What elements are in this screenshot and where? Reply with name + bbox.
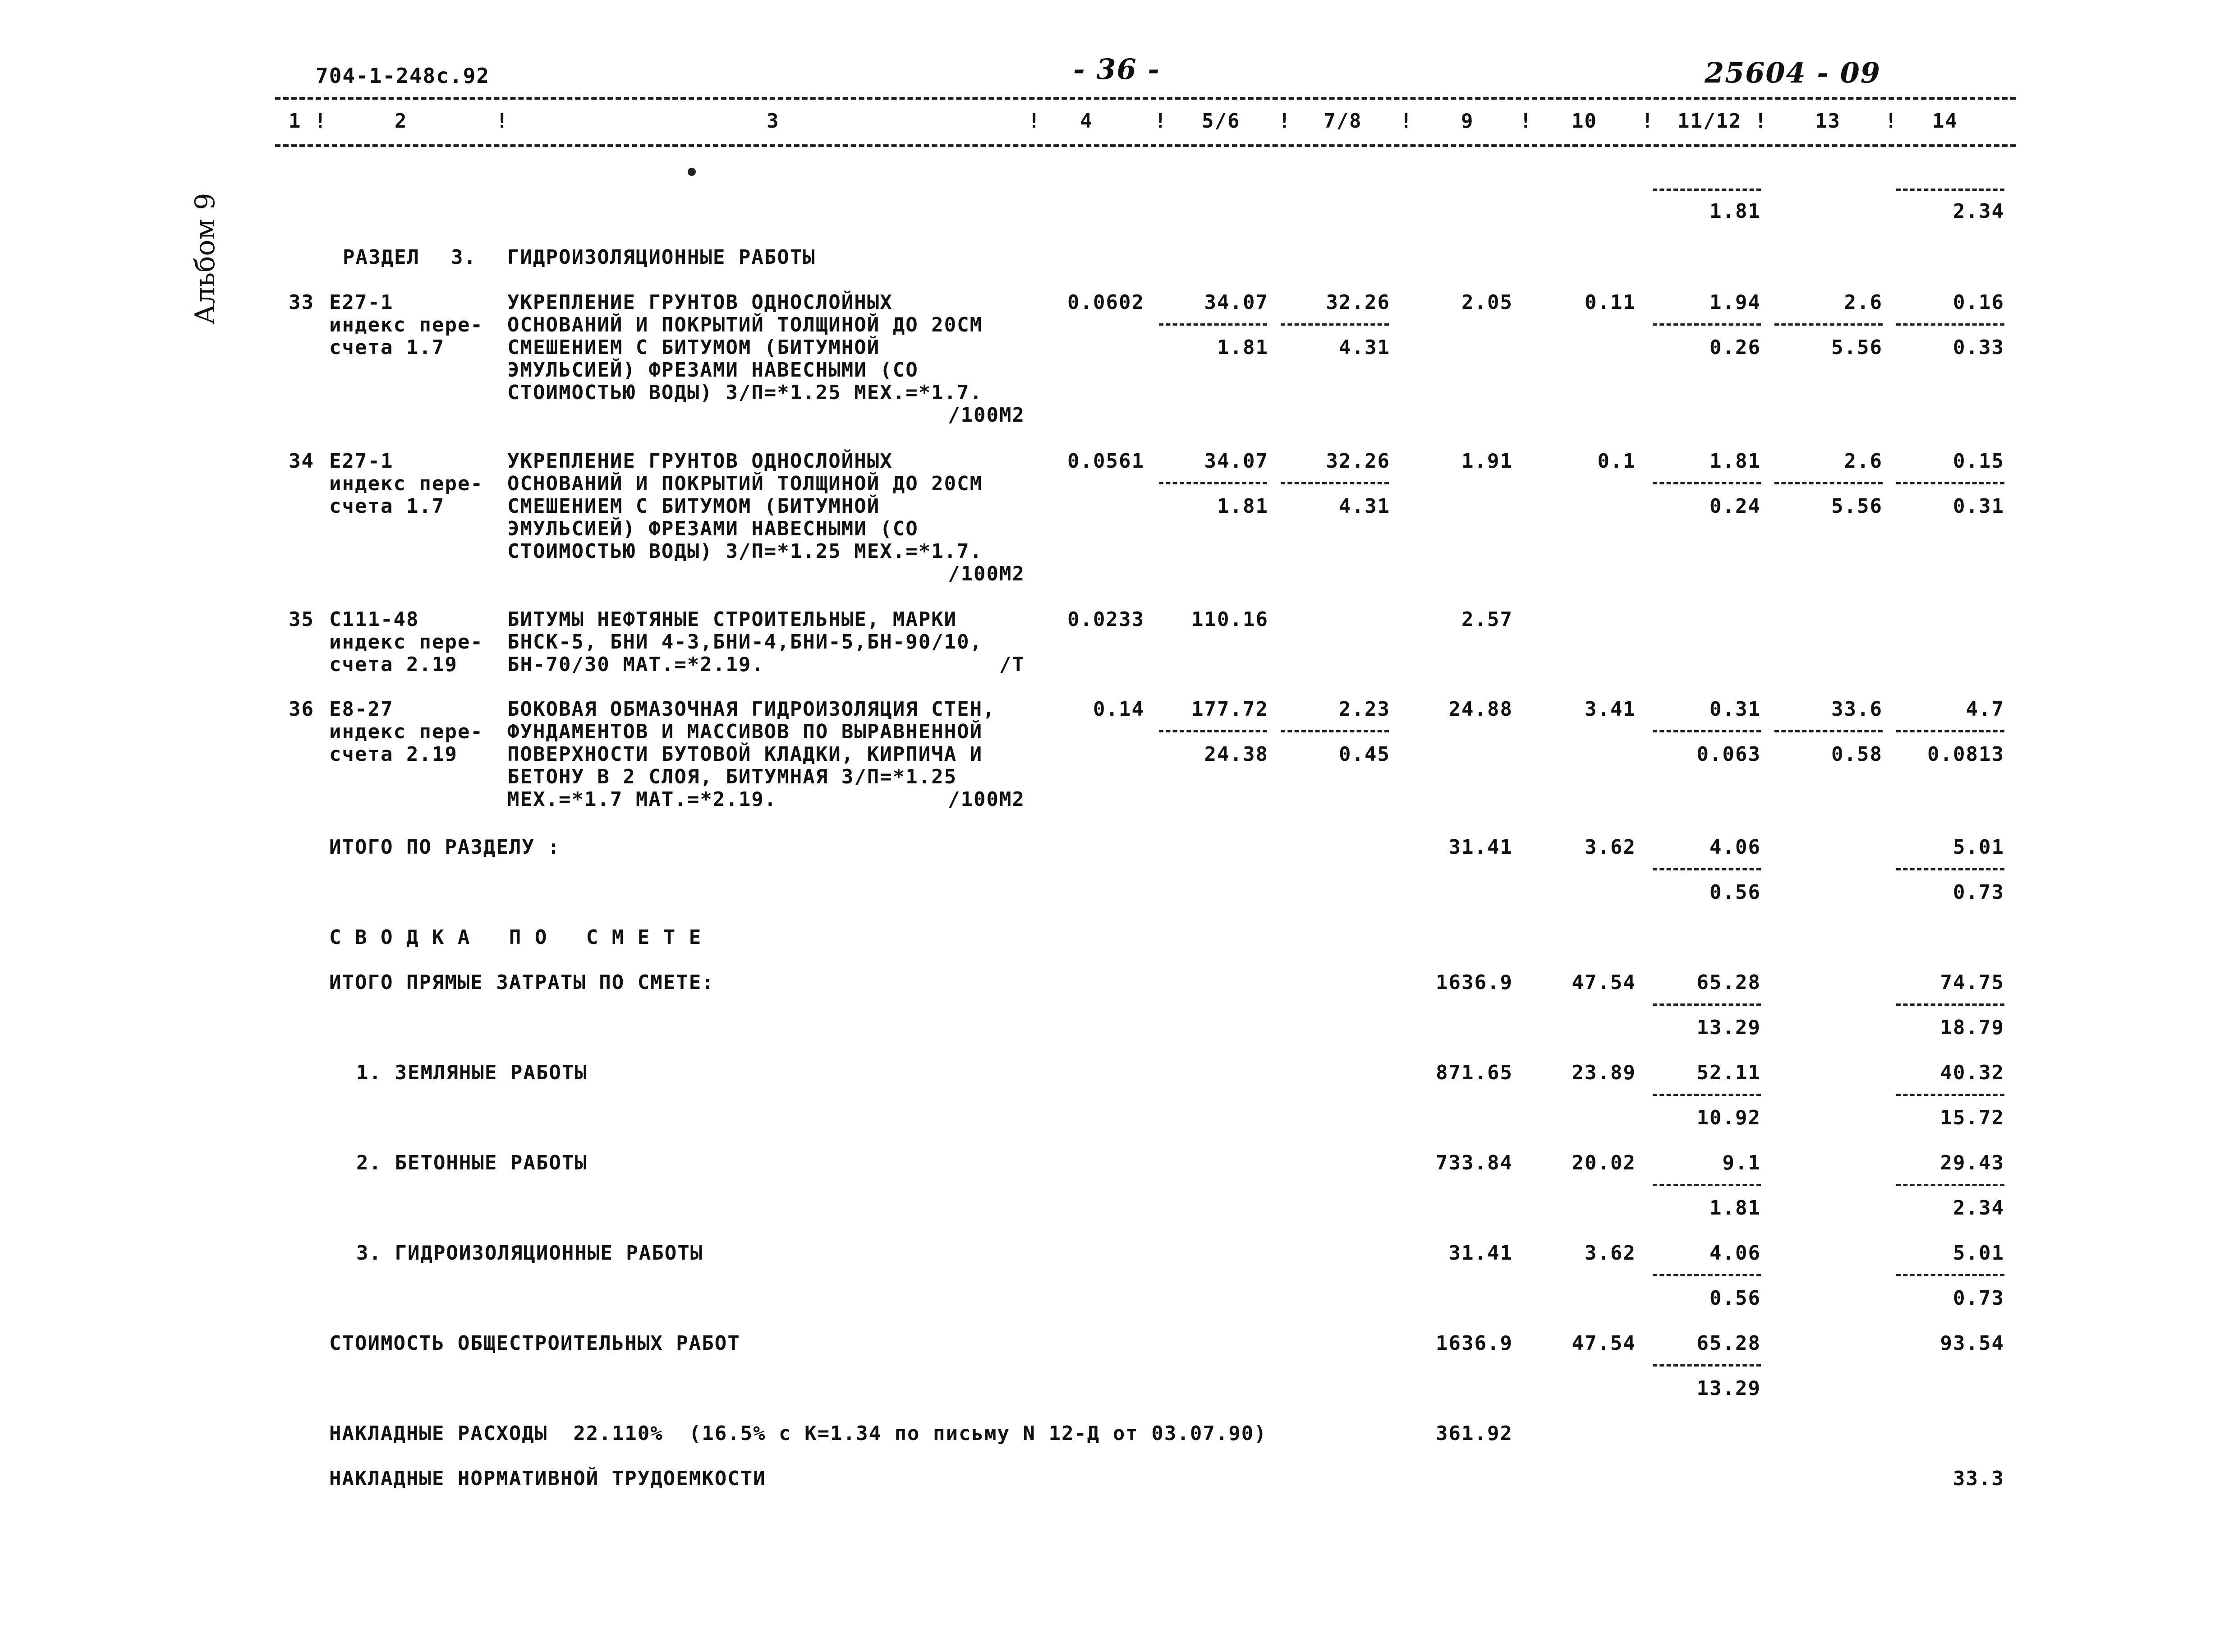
col9-value: 1.91 bbox=[1461, 450, 1513, 473]
item-desc: ФУНДАМЕНТОВ И МАССИВОВ ПО ВЫРАВНЕННОЙ bbox=[507, 720, 983, 743]
col14-value: 5.01 bbox=[1953, 1242, 2004, 1265]
item-desc: СМЕШЕНИЕМ С БИТУМОМ (БИТУМНОЙ bbox=[507, 495, 880, 518]
col13-sub: 5.56 bbox=[1831, 336, 1883, 359]
col-56: 5/6 bbox=[1202, 110, 1241, 133]
col56-value: 177.72 bbox=[1191, 698, 1268, 721]
col78-sub: 4.31 bbox=[1339, 336, 1390, 359]
col-sep: ! bbox=[1641, 110, 1654, 133]
col14-value: 74.75 bbox=[1940, 971, 2004, 994]
col56-sub: 24.38 bbox=[1204, 743, 1268, 766]
col-10: 10 bbox=[1572, 110, 1597, 133]
col-sep: ! bbox=[1400, 110, 1413, 133]
col1112-sub: 13.29 bbox=[1696, 1377, 1761, 1400]
header-rule-top bbox=[275, 97, 2016, 100]
underline bbox=[1653, 1184, 1761, 1186]
underline bbox=[1896, 1184, 2004, 1186]
col14-value: 4.7 bbox=[1966, 698, 2004, 721]
summary-label: 2. БЕТОННЫЕ РАБОТЫ bbox=[356, 1151, 588, 1174]
col-sep: ! bbox=[1520, 110, 1533, 133]
col10-value: 3.41 bbox=[1585, 698, 1636, 721]
col1112-value: 52.11 bbox=[1696, 1061, 1761, 1084]
col14-sub: 0.73 bbox=[1953, 1287, 2004, 1310]
underline bbox=[1774, 482, 1883, 484]
underline bbox=[1896, 1094, 2004, 1096]
item-unit: /Т bbox=[999, 653, 1025, 676]
col9-value: 24.88 bbox=[1448, 698, 1513, 721]
col10-value: 0.1 bbox=[1597, 450, 1636, 473]
col-4: 4 bbox=[1080, 110, 1093, 133]
underline bbox=[1653, 323, 1761, 326]
overhead-label: НАКЛАДНЫЕ РАСХОДЫ 22.110% (16.5% с К=1.34 по письму N 12-Д от 03.07.90) bbox=[329, 1422, 1267, 1445]
col1112-value: 65.28 bbox=[1696, 1332, 1761, 1355]
underline bbox=[1774, 730, 1883, 732]
col-14: 14 bbox=[1932, 110, 1958, 133]
section-total-label: ИТОГО ПО РАЗДЕЛУ : bbox=[329, 836, 561, 859]
col4-value: 0.0233 bbox=[1067, 608, 1144, 631]
col1112-sub: 10.92 bbox=[1696, 1106, 1761, 1129]
col-sep: ! bbox=[1278, 110, 1291, 133]
item-desc: ЭМУЛЬСИЕЙ) ФРЕЗАМИ НАВЕСНЫМИ (СО bbox=[507, 359, 919, 382]
item-index: индекс пере- bbox=[329, 720, 483, 743]
header-rule-bottom bbox=[275, 144, 2016, 147]
page-number: - 36 - bbox=[1073, 53, 1160, 86]
col-9: 9 bbox=[1461, 110, 1474, 133]
col1112-sub: 13.29 bbox=[1696, 1016, 1761, 1039]
col14-sub: 2.34 bbox=[1953, 1196, 2004, 1219]
item-code: Е27-1 bbox=[329, 291, 394, 314]
underline bbox=[1896, 730, 2004, 732]
underline bbox=[1281, 323, 1389, 326]
col1112-sub: 0.24 bbox=[1710, 495, 1761, 518]
col10-value: 47.54 bbox=[1572, 1332, 1636, 1355]
col10-value: 23.89 bbox=[1572, 1061, 1636, 1084]
col4-value: 0.14 bbox=[1093, 698, 1144, 721]
item-desc: УКРЕПЛЕНИЕ ГРУНТОВ ОДНОСЛОЙНЫХ bbox=[507, 450, 893, 473]
col13-value: 2.6 bbox=[1844, 450, 1883, 473]
col-3: 3 bbox=[767, 110, 780, 133]
col9-value: 1636.9 bbox=[1436, 1332, 1513, 1355]
col10-value: 20.02 bbox=[1572, 1151, 1636, 1174]
underline bbox=[1653, 189, 1761, 191]
col14-value: 5.01 bbox=[1953, 836, 2004, 859]
col14-sub: 0.0813 bbox=[1927, 743, 2004, 766]
col10-value: 3.62 bbox=[1585, 1242, 1636, 1265]
item-desc: ОСНОВАНИЙ И ПОКРЫТИЙ ТОЛЩИНОЙ ДО 20СМ bbox=[507, 472, 983, 495]
item-desc: БИТУМЫ НЕФТЯНЫЕ СТРОИТЕЛЬНЫЕ, МАРКИ bbox=[507, 608, 957, 631]
col1112-sub: 0.063 bbox=[1696, 743, 1761, 766]
col1112-value: 1.81 bbox=[1710, 450, 1761, 473]
col4-value: 0.0602 bbox=[1067, 291, 1144, 314]
summary-label: ИТОГО ПРЯМЫЕ ЗАТРАТЫ ПО СМЕТЕ: bbox=[329, 971, 715, 994]
col1112-value: 1.94 bbox=[1710, 291, 1761, 314]
col78-sub: 0.45 bbox=[1339, 743, 1390, 766]
col14-value: 33.3 bbox=[1953, 1467, 2004, 1490]
item-desc: СТОИМОСТЬЮ ВОДЫ) З/П=*1.25 МЕХ.=*1.7. bbox=[507, 540, 983, 563]
item-number: 35 bbox=[289, 608, 314, 631]
col56-sub: 1.81 bbox=[1217, 495, 1268, 518]
underline bbox=[1653, 730, 1761, 732]
col10-value: 47.54 bbox=[1572, 971, 1636, 994]
underline bbox=[1896, 868, 2004, 870]
sheet-code: 25604 - 09 bbox=[1705, 56, 1881, 89]
doc-code: 704-1-248с.92 bbox=[316, 64, 490, 88]
item-desc: МЕХ.=*1.7 МАТ.=*2.19. bbox=[507, 788, 777, 811]
col13-sub: 5.56 bbox=[1831, 495, 1883, 518]
item-desc: УКРЕПЛЕНИЕ ГРУНТОВ ОДНОСЛОЙНЫХ bbox=[507, 291, 893, 314]
col9-value: 31.41 bbox=[1448, 836, 1513, 859]
underline bbox=[1896, 1003, 2004, 1006]
carry-1112: 1.81 bbox=[1710, 200, 1761, 223]
col14-value: 40.32 bbox=[1940, 1061, 2004, 1084]
item-code: С111-48 bbox=[329, 608, 419, 631]
underline bbox=[1281, 730, 1389, 732]
col14-value: 93.54 bbox=[1940, 1332, 2004, 1355]
underline bbox=[1653, 1094, 1761, 1096]
col10-value: 0.11 bbox=[1585, 291, 1636, 314]
item-desc: СТОИМОСТЬЮ ВОДЫ) З/П=*1.25 МЕХ.=*1.7. bbox=[507, 381, 983, 404]
item-index-value: счета 1.7 bbox=[329, 336, 445, 359]
col-2: 2 bbox=[395, 110, 408, 133]
underline bbox=[1653, 868, 1761, 870]
col13-sub: 0.58 bbox=[1831, 743, 1883, 766]
col78-value: 32.26 bbox=[1326, 291, 1390, 314]
col9-value: 361.92 bbox=[1436, 1422, 1513, 1445]
item-unit: /100М2 bbox=[948, 404, 1025, 427]
col4-value: 0.0561 bbox=[1067, 450, 1144, 473]
item-unit: /100М2 bbox=[948, 788, 1025, 811]
col10-value: 3.62 bbox=[1585, 836, 1636, 859]
col-sep: ! bbox=[1028, 110, 1041, 133]
col-sep: ! bbox=[496, 110, 509, 133]
item-number: 34 bbox=[289, 450, 314, 473]
underline bbox=[1653, 482, 1761, 484]
underline bbox=[1159, 323, 1267, 326]
summary-label: 3. ГИДРОИЗОЛЯЦИОННЫЕ РАБОТЫ bbox=[356, 1242, 703, 1265]
album-label: Альбом 9 bbox=[189, 193, 221, 325]
carry-14: 2.34 bbox=[1953, 200, 2004, 223]
item-index-value: счета 1.7 bbox=[329, 495, 445, 518]
item-index: индекс пере- bbox=[329, 313, 483, 336]
col1112-value: 0.31 bbox=[1710, 698, 1761, 721]
item-unit: /100М2 bbox=[948, 562, 1025, 585]
col78-value: 32.26 bbox=[1326, 450, 1390, 473]
col1112-sub: 1.81 bbox=[1710, 1196, 1761, 1219]
summary-label: 1. ЗЕМЛЯНЫЕ РАБОТЫ bbox=[356, 1061, 588, 1084]
item-desc: ПОВЕРХНОСТИ БУТОВОЙ КЛАДКИ, КИРПИЧА И bbox=[507, 743, 983, 766]
col9-value: 2.05 bbox=[1461, 291, 1513, 314]
col-1: 1 ! bbox=[289, 110, 327, 133]
item-desc: ОСНОВАНИЙ И ПОКРЫТИЙ ТОЛЩИНОЙ ДО 20СМ bbox=[507, 313, 983, 336]
col1112-value: 9.1 bbox=[1722, 1151, 1761, 1174]
col78-value: 2.23 bbox=[1339, 698, 1390, 721]
item-code: Е8-27 bbox=[329, 698, 394, 721]
col9-value: 31.41 bbox=[1448, 1242, 1513, 1265]
col14-sub: 0.73 bbox=[1953, 881, 2004, 904]
col-78: 7/8 bbox=[1323, 110, 1362, 133]
cost-label: СТОИМОСТЬ ОБЩЕСТРОИТЕЛЬНЫХ РАБОТ bbox=[329, 1332, 740, 1355]
col78-sub: 4.31 bbox=[1339, 495, 1390, 518]
underline bbox=[1653, 1003, 1761, 1006]
underline bbox=[1653, 1364, 1761, 1367]
underline bbox=[1896, 323, 2004, 326]
underline bbox=[1774, 323, 1883, 326]
col13-value: 2.6 bbox=[1844, 291, 1883, 314]
item-code: Е27-1 bbox=[329, 450, 394, 473]
underline bbox=[1653, 1274, 1761, 1276]
item-index-value: счета 2.19 bbox=[329, 653, 458, 676]
col1112-value: 4.06 bbox=[1710, 836, 1761, 859]
section-label: РАЗДЕЛ bbox=[343, 246, 420, 269]
item-index: индекс пере- bbox=[329, 630, 483, 653]
col9-value: 2.57 bbox=[1461, 608, 1513, 631]
overhead-labor-label: НАКЛАДНЫЕ НОРМАТИВНОЙ ТРУДОЕМКОСТИ bbox=[329, 1467, 766, 1490]
item-desc: ЭМУЛЬСИЕЙ) ФРЕЗАМИ НАВЕСНЫМИ (СО bbox=[507, 517, 919, 540]
underline bbox=[1896, 482, 2004, 484]
underline bbox=[1896, 189, 2004, 191]
summary-title: С В О Д К А П О С М Е Т Е bbox=[329, 926, 702, 949]
item-index-value: счета 2.19 bbox=[329, 743, 458, 766]
item-number: 36 bbox=[289, 698, 314, 721]
col56-value: 34.07 bbox=[1204, 450, 1268, 473]
underline bbox=[1159, 482, 1267, 484]
col9-value: 871.65 bbox=[1436, 1061, 1513, 1084]
col-1112: 11/12 ! bbox=[1677, 110, 1768, 133]
col56-sub: 1.81 bbox=[1217, 336, 1268, 359]
underline bbox=[1281, 482, 1389, 484]
item-desc: БН-70/30 МАТ.=*2.19. bbox=[507, 653, 764, 676]
col9-value: 1636.9 bbox=[1436, 971, 1513, 994]
col9-value: 733.84 bbox=[1436, 1151, 1513, 1174]
item-desc: СМЕШЕНИЕМ С БИТУМОМ (БИТУМНОЙ bbox=[507, 336, 880, 359]
col14-sub: 0.33 bbox=[1953, 336, 2004, 359]
col14-sub: 15.72 bbox=[1940, 1106, 2004, 1129]
col-sep: ! bbox=[1885, 110, 1898, 133]
col1112-value: 65.28 bbox=[1696, 971, 1761, 994]
col14-value: 0.15 bbox=[1953, 450, 2004, 473]
stray-mark bbox=[688, 168, 696, 176]
section-number: 3. bbox=[451, 246, 477, 269]
col14-value: 0.16 bbox=[1953, 291, 2004, 314]
col14-sub: 0.31 bbox=[1953, 495, 2004, 518]
item-desc: БНСК-5, БНИ 4-3,БНИ-4,БНИ-5,БН-90/10, bbox=[507, 630, 983, 653]
item-desc: БЕТОНУ В 2 СЛОЯ, БИТУМНАЯ З/П=*1.25 bbox=[507, 765, 957, 788]
col1112-sub: 0.56 bbox=[1710, 881, 1761, 904]
col13-value: 33.6 bbox=[1831, 698, 1883, 721]
col14-sub: 18.79 bbox=[1940, 1016, 2004, 1039]
col56-value: 110.16 bbox=[1191, 608, 1268, 631]
col1112-value: 4.06 bbox=[1710, 1242, 1761, 1265]
item-index: индекс пере- bbox=[329, 472, 483, 495]
underline bbox=[1896, 1274, 2004, 1276]
item-desc: БОКОВАЯ ОБМАЗОЧНАЯ ГИДРОИЗОЛЯЦИЯ СТЕН, bbox=[507, 698, 996, 721]
col1112-sub: 0.56 bbox=[1710, 1287, 1761, 1310]
col14-value: 29.43 bbox=[1940, 1151, 2004, 1174]
col-13: 13 bbox=[1815, 110, 1841, 133]
col1112-sub: 0.26 bbox=[1710, 336, 1761, 359]
item-number: 33 bbox=[289, 291, 314, 314]
col56-value: 34.07 bbox=[1204, 291, 1268, 314]
underline bbox=[1159, 730, 1267, 732]
section-name: ГИДРОИЗОЛЯЦИОННЫЕ РАБОТЫ bbox=[507, 246, 816, 269]
col-sep: ! bbox=[1154, 110, 1167, 133]
